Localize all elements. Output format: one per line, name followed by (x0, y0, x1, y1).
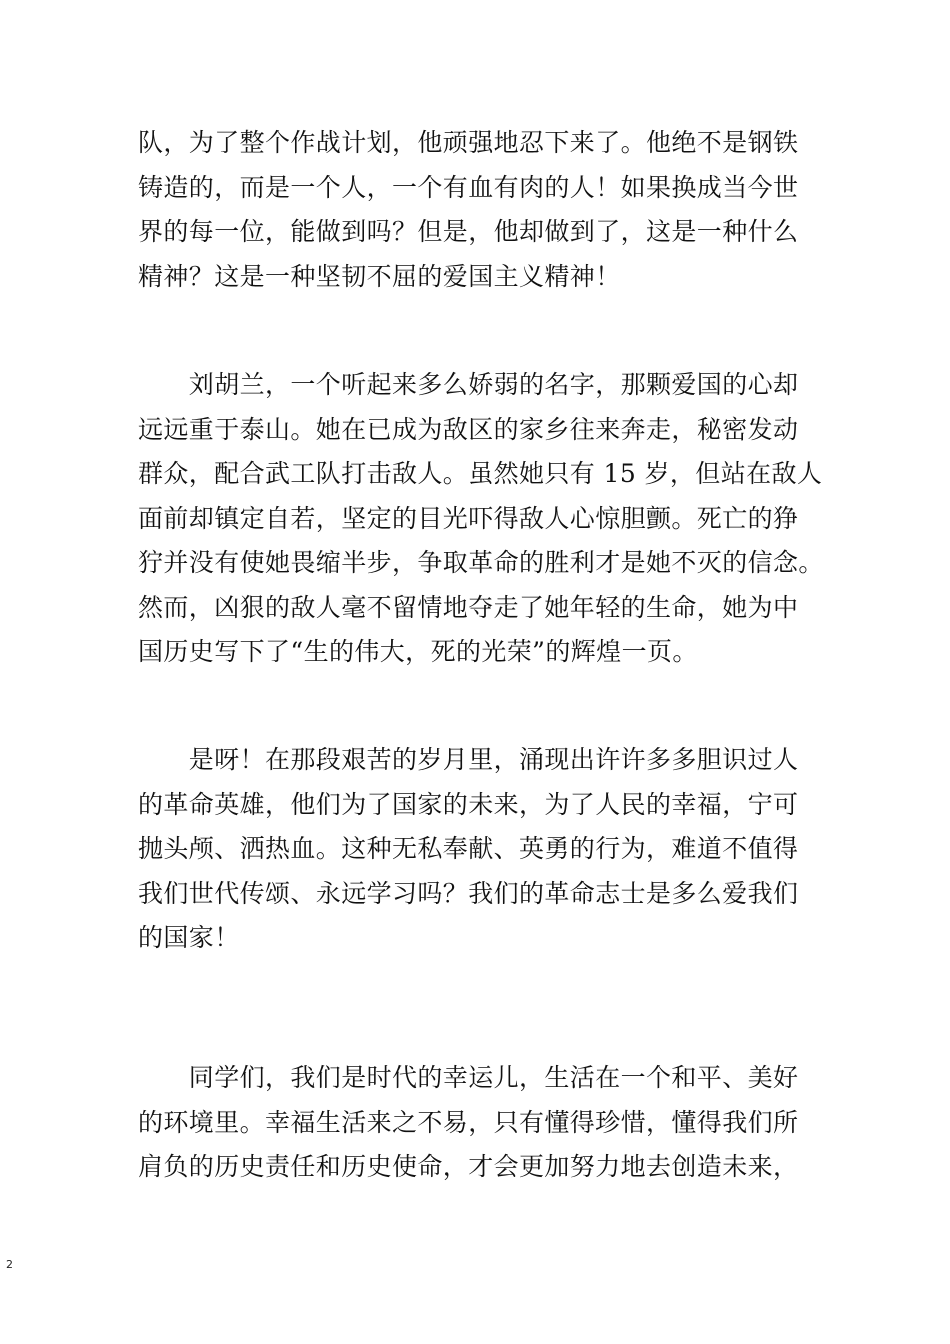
paragraph-1 (138, 121, 838, 299)
text-line: 界的每一位，能做到吗？但是，他却做到了，这是一种什么 (138, 217, 799, 246)
text-line: 国历史写下了“生的伟大，死的光荣”的辉煌一页。 (138, 637, 698, 666)
text-line: 精神？这是一种坚韧不屈的爱国主义精神！ (138, 261, 621, 291)
text-line: 远远重于泰山。她在已成为敌区的家乡往来奔走，秘密发动 (138, 414, 799, 444)
paragraph-3 (138, 738, 838, 961)
text-line: 的革命英雄，他们为了国家的未来，为了人民的幸福，宁可 (138, 789, 799, 819)
text-line: 铸造的，而是一个人，一个有血有肉的人！如果换成当今世 (138, 172, 799, 202)
text-line: 群众，配合武工队打击敌人。虽然她只有 15 岁，但站在敌人 (138, 459, 823, 488)
text-line: 抛头颅、洒热血。这种无私奉献、英勇的行为，难道不值得 (138, 834, 799, 863)
text-line: 肩负的历史责任和历史使命，才会更加努力地去创造未来， (138, 1152, 799, 1181)
text-line: 的环境里。幸福生活来之不易，只有懂得珍惜，懂得我们所 (138, 1107, 799, 1137)
page-number: 2 (6, 1258, 13, 1271)
text-line: 同学们，我们是时代的幸运儿，生活在一个和平、美好 (138, 1063, 799, 1092)
paragraph-2 (138, 363, 838, 675)
text-line: 狞并没有使她畏缩半步，争取革命的胜利才是她不灭的信念。 (138, 548, 824, 577)
text-line: 我们世代传颂、永远学习吗？我们的革命志士是多么爱我们 (138, 878, 799, 908)
text-line: 是呀！在那段艰苦的岁月里，涌现出许许多多胆识过人 (138, 745, 799, 774)
text-line: 刘胡兰，一个听起来多么娇弱的名字，那颗爱国的心却 (138, 370, 799, 399)
text-line: 然而，凶狠的敌人毫不留情地夺走了她年轻的生命，她为中 (138, 592, 799, 622)
text-line: 队，为了整个作战计划，他顽强地忍下来了。他绝不是钢铁 (138, 128, 799, 157)
text-line: 面前却镇定自若，坚定的目光吓得敌人心惊胆颤。死亡的狰 (138, 503, 799, 533)
paragraph-4 (138, 1056, 838, 1190)
text-line: 的国家！ (138, 923, 240, 952)
